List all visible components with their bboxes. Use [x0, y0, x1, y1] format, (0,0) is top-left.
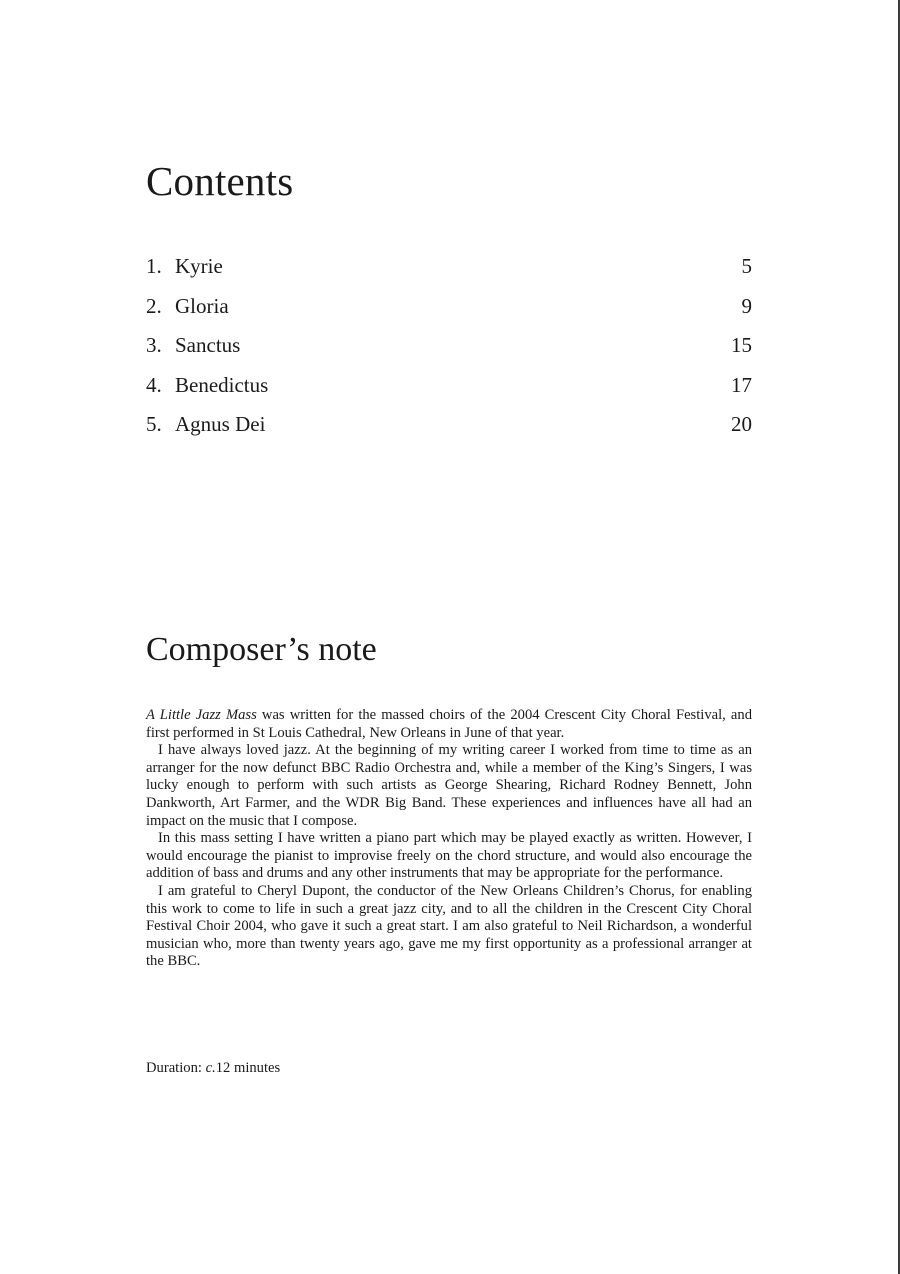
note-paragraph-1-text: was written for the massed choirs of the 2004 Crescent City Choral Festival, and first performed in St Louis Cathedral, New Orleans in June of that year.	[146, 707, 752, 741]
duration-circa: c.	[205, 1060, 216, 1076]
duration-line	[146, 1059, 280, 1077]
toc-entry-title: Agnus Dei	[175, 412, 266, 436]
toc-entry-page: 17	[731, 372, 752, 397]
composers-note-body	[146, 707, 752, 971]
composers-note-heading: Composer’s note	[146, 631, 377, 668]
toc-entry-agnus-dei[interactable]	[146, 410, 752, 450]
contents-heading: Contents	[146, 158, 294, 204]
toc-entry-number: 2.	[146, 293, 162, 318]
toc-entry-title: Kyrie	[175, 254, 223, 278]
toc-entry-title: Benedictus	[175, 372, 269, 397]
work-title: A Little Jazz Mass	[146, 707, 257, 723]
table-of-contents	[146, 252, 752, 450]
note-paragraph-1	[146, 707, 752, 742]
toc-entry-number: 4.	[146, 372, 162, 397]
toc-entry-title: Gloria	[175, 293, 229, 318]
duration-value: 12 minutes	[215, 1060, 281, 1076]
toc-entry-page: 20	[731, 412, 752, 436]
toc-entry-gloria[interactable]	[146, 292, 752, 332]
toc-entry-title: Sanctus	[175, 333, 241, 357]
note-paragraph-4: I am grateful to Cheryl Dupont, the conductor of the New Orleans Children’s Chorus, for enabling this work to come to life in such a great jazz city, and to all the children in the Crescent City Choral Festival Choir 2004, who gave it such a great start. I am also grateful to Neil Richardson, a wonderful musician who, more than twenty years ago, gave me my first opportunity as a professional arranger at the BBC.	[146, 882, 752, 970]
toc-entry-page: 9	[741, 293, 752, 318]
toc-entry-page: 5	[741, 254, 752, 278]
note-paragraph-3: In this mass setting I have written a piano part which may be played exactly as written. However, I would encourage the pianist to improvise freely on the chord structure, and would also encourage the addition of bass and drums and any other instruments that may be appropriate for the performance.	[146, 830, 752, 882]
toc-entry-number: 3.	[146, 333, 162, 357]
toc-entry-kyrie[interactable]	[146, 252, 752, 292]
toc-entry-benedictus[interactable]	[146, 371, 752, 411]
toc-entry-number: 5.	[146, 412, 162, 436]
duration-label: Duration:	[146, 1060, 206, 1076]
note-paragraph-2: I have always loved jazz. At the beginning of my writing career I worked from time to time as an arranger for the now defunct BBC Radio Orchestra and, while a member of the King’s Singers, I was lucky enough to perform with such artists as George Shearing, Richard Rodney Bennett, John Dankworth, Art Farmer, and the WDR Big Band. These experiences and influences have all had an impact on the music that I compose.	[146, 742, 752, 829]
toc-entry-sanctus[interactable]	[146, 331, 752, 371]
toc-entry-page: 15	[731, 333, 752, 357]
toc-entry-number: 1.	[146, 254, 162, 278]
